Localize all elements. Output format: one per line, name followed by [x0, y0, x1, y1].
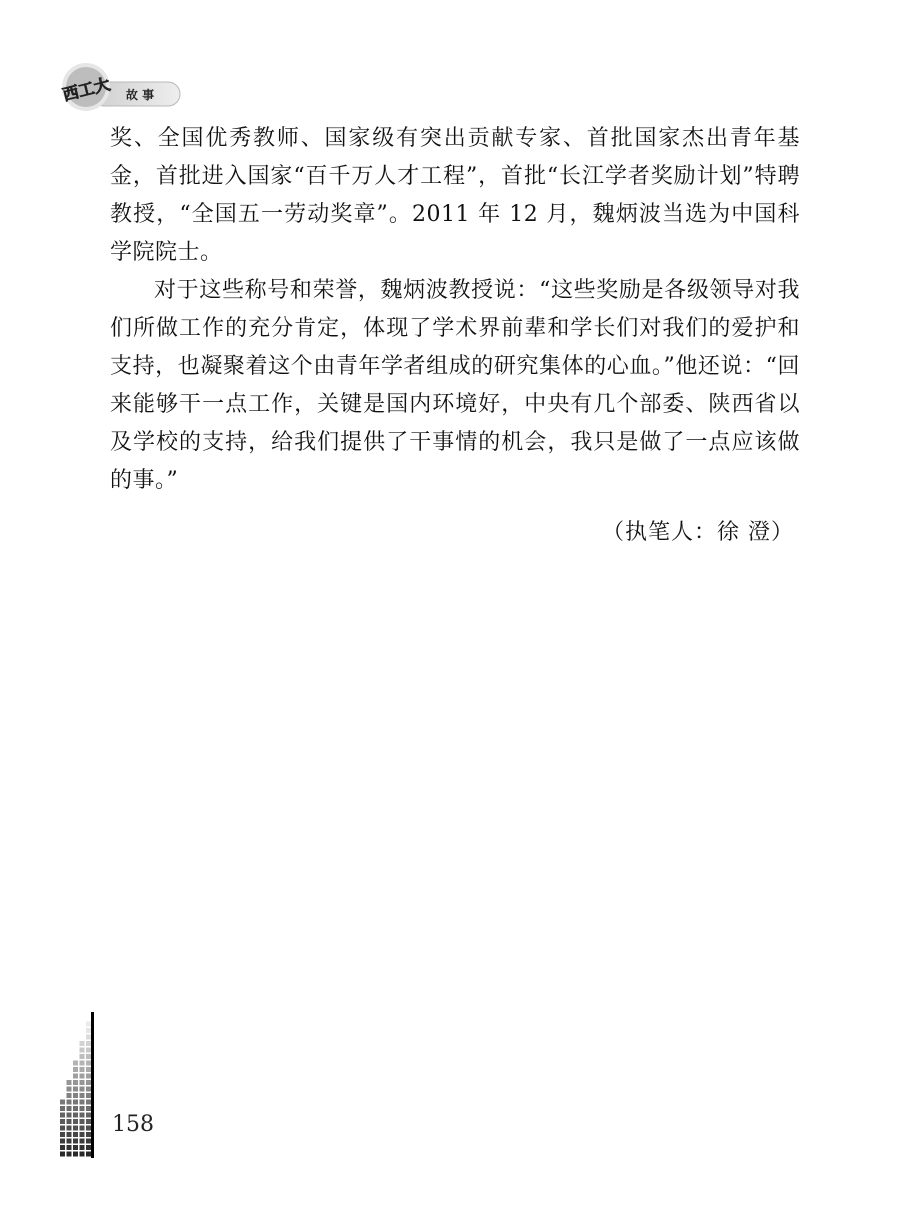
page-number: 158 — [112, 1112, 154, 1137]
decor-dot — [67, 1132, 72, 1137]
decor-dot — [73, 1100, 78, 1105]
author-signature: （执笔人：徐 澄） — [602, 520, 794, 545]
decor-dot — [73, 1067, 78, 1072]
decor-dot — [67, 1080, 72, 1085]
decor-dot — [80, 1113, 85, 1118]
decor-dot — [67, 1100, 72, 1105]
decor-dot — [80, 1106, 85, 1111]
decor-dot — [73, 1119, 78, 1124]
decor-dot — [80, 1152, 85, 1157]
decor-dot — [73, 1087, 78, 1092]
decor-dot — [80, 1061, 85, 1066]
decor-dot — [80, 1119, 85, 1124]
decor-dot — [80, 1100, 85, 1105]
decor-dot — [60, 1139, 65, 1144]
paragraph-quote: 对于这些称号和荣誉，魏炳波教授说：“这些奖励是各级领导对我们所做工作的充分肯定，体现了学术界前辈和学长们对我们的爱护和支持，也凝聚着这个由青年学者组成的研究集体的心血。”他还说：“回来能够干一点工作，关键是国内环境好，中央有几个部委、陕西省以及学校的支持，给我们提供了干事情的机会，我只是做了一点应该做的事。” — [110, 278, 800, 493]
decor-dot — [60, 1126, 65, 1131]
badge-title: 西工大 — [60, 74, 112, 105]
decor-dot — [60, 1113, 65, 1118]
paragraph-awards: 奖、全国优秀教师、国家级有突出贡献专家、首批国家杰出青年基金，首批进入国家“百千万人才工程”，首批“长江学者奖励计划”特聘教授，“全国五一劳动奖章”。2011 年 12 月，魏炳波当选为中国科学院院士。 — [110, 126, 800, 265]
decor-dot — [80, 1054, 85, 1059]
badge-subtitle: 故 事 — [125, 88, 155, 102]
decor-dot — [60, 1152, 65, 1157]
decor-dot — [80, 1093, 85, 1098]
decor-dot — [80, 1074, 85, 1079]
decor-dot — [73, 1061, 78, 1066]
margin-rule — [91, 1012, 94, 1158]
decor-dot — [80, 1145, 85, 1150]
decor-dot — [80, 1048, 85, 1053]
decor-dot — [67, 1106, 72, 1111]
decor-dot — [73, 1152, 78, 1157]
decor-dot — [73, 1132, 78, 1137]
decor-dot — [80, 1080, 85, 1085]
decor-dot — [67, 1126, 72, 1131]
decor-dot — [80, 1067, 85, 1072]
decor-dot — [67, 1087, 72, 1092]
decor-dot — [60, 1106, 65, 1111]
decor-dot — [67, 1119, 72, 1124]
section-badge-icon — [56, 58, 182, 112]
decor-dot — [67, 1093, 72, 1098]
decor-dot — [80, 1139, 85, 1144]
page-corner-decoration — [58, 1012, 92, 1158]
decor-dot — [73, 1106, 78, 1111]
decor-dot — [80, 1126, 85, 1131]
decor-dot — [67, 1113, 72, 1118]
decor-dot — [67, 1152, 72, 1157]
decor-dot — [60, 1145, 65, 1150]
decor-dot — [73, 1093, 78, 1098]
article-body — [110, 120, 800, 500]
section-header-badge — [56, 58, 182, 112]
decor-dot — [73, 1145, 78, 1150]
decor-dot — [73, 1074, 78, 1079]
decor-dot — [73, 1113, 78, 1118]
decor-dot — [67, 1139, 72, 1144]
decor-dot — [67, 1145, 72, 1150]
decor-dot — [80, 1087, 85, 1092]
decor-dot — [73, 1126, 78, 1131]
decor-dot — [60, 1100, 65, 1105]
decor-dot — [60, 1132, 65, 1137]
decor-dot — [80, 1132, 85, 1137]
decor-dot — [80, 1041, 85, 1046]
decor-dot — [60, 1119, 65, 1124]
decor-dot — [73, 1080, 78, 1085]
decor-dot — [73, 1139, 78, 1144]
